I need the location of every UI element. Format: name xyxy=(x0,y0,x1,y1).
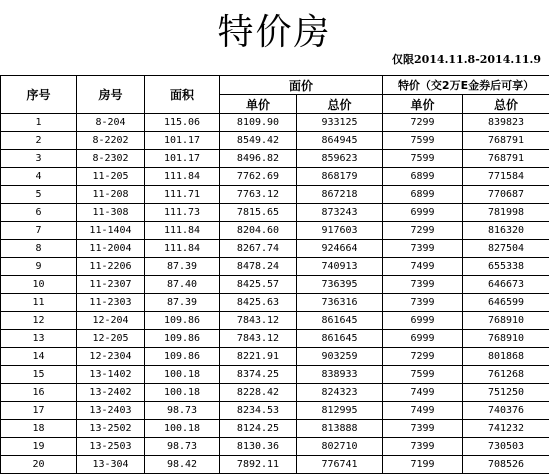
room-cell: 12-204 xyxy=(77,312,145,330)
header-total-price: 总价 xyxy=(297,95,383,114)
total-price-cell: 861645 xyxy=(297,312,383,330)
room-cell: 11-2303 xyxy=(77,294,145,312)
table-row xyxy=(1,366,549,384)
area-cell: 109.86 xyxy=(145,348,220,366)
special-unit-price-cell: 6899 xyxy=(383,186,463,204)
special-total-price-cell: 761268 xyxy=(463,366,549,384)
special-total-price-cell: 768910 xyxy=(463,312,549,330)
special-total-price-cell: 751250 xyxy=(463,384,549,402)
room-cell: 12-2304 xyxy=(77,348,145,366)
room-cell: 11-1404 xyxy=(77,222,145,240)
seq-cell: 13 xyxy=(1,330,77,348)
area-cell: 98.73 xyxy=(145,438,220,456)
unit-price-cell: 7763.12 xyxy=(220,186,297,204)
special-unit-price-cell: 7399 xyxy=(383,420,463,438)
area-cell: 101.17 xyxy=(145,150,220,168)
special-total-price-cell: 770687 xyxy=(463,186,549,204)
seq-cell: 3 xyxy=(1,150,77,168)
room-cell: 11-308 xyxy=(77,204,145,222)
seq-cell: 19 xyxy=(1,438,77,456)
area-cell: 111.84 xyxy=(145,240,220,258)
total-price-cell: 736316 xyxy=(297,294,383,312)
table-row xyxy=(1,114,549,132)
total-price-cell: 812995 xyxy=(297,402,383,420)
special-total-price-cell: 655338 xyxy=(463,258,549,276)
area-cell: 115.06 xyxy=(145,114,220,132)
total-price-cell: 861645 xyxy=(297,330,383,348)
seq-cell: 6 xyxy=(1,204,77,222)
table-row xyxy=(1,168,549,186)
seq-cell: 18 xyxy=(1,420,77,438)
special-unit-price-cell: 6899 xyxy=(383,168,463,186)
special-total-price-cell: 740376 xyxy=(463,402,549,420)
special-total-price-cell: 771584 xyxy=(463,168,549,186)
room-cell: 11-208 xyxy=(77,186,145,204)
header-unit-price: 单价 xyxy=(220,95,297,114)
special-total-price-cell: 781998 xyxy=(463,204,549,222)
room-cell: 11-2004 xyxy=(77,240,145,258)
special-total-price-cell: 816320 xyxy=(463,222,549,240)
seq-cell: 20 xyxy=(1,456,77,474)
table-row xyxy=(1,150,549,168)
unit-price-cell: 8425.63 xyxy=(220,294,297,312)
special-unit-price-cell: 7299 xyxy=(383,348,463,366)
seq-cell: 8 xyxy=(1,240,77,258)
table-row xyxy=(1,222,549,240)
room-cell: 11-2206 xyxy=(77,258,145,276)
page-title: 特价房 xyxy=(217,12,332,53)
unit-price-cell: 8221.91 xyxy=(220,348,297,366)
special-unit-price-cell: 7499 xyxy=(383,384,463,402)
special-unit-price-cell: 6999 xyxy=(383,204,463,222)
area-cell: 109.86 xyxy=(145,330,220,348)
area-cell: 109.86 xyxy=(145,312,220,330)
special-total-price-cell: 708526 xyxy=(463,456,549,474)
total-price-cell: 824323 xyxy=(297,384,383,402)
unit-price-cell: 7815.65 xyxy=(220,204,297,222)
unit-price-cell: 7892.11 xyxy=(220,456,297,474)
table-row xyxy=(1,132,549,150)
table-row xyxy=(1,294,549,312)
area-cell: 111.84 xyxy=(145,222,220,240)
special-total-price-cell: 768791 xyxy=(463,132,549,150)
total-price-cell: 924664 xyxy=(297,240,383,258)
special-unit-price-cell: 7599 xyxy=(383,366,463,384)
total-price-cell: 867218 xyxy=(297,186,383,204)
unit-price-cell: 7843.12 xyxy=(220,330,297,348)
total-price-cell: 903259 xyxy=(297,348,383,366)
seq-cell: 11 xyxy=(1,294,77,312)
special-total-price-cell: 741232 xyxy=(463,420,549,438)
unit-price-cell: 8496.82 xyxy=(220,150,297,168)
room-cell: 11-205 xyxy=(77,168,145,186)
area-cell: 111.84 xyxy=(145,168,220,186)
promotion-period: 仅限2014.11.8-2014.11.9 xyxy=(391,53,541,66)
room-cell: 13-2502 xyxy=(77,420,145,438)
room-cell: 8-204 xyxy=(77,114,145,132)
table-row xyxy=(1,204,549,222)
table-row xyxy=(1,258,549,276)
unit-price-cell: 7762.69 xyxy=(220,168,297,186)
header-room: 房号 xyxy=(77,76,145,114)
special-total-price-cell: 646673 xyxy=(463,276,549,294)
unit-price-cell: 8234.53 xyxy=(220,402,297,420)
area-cell: 111.73 xyxy=(145,204,220,222)
room-cell: 11-2307 xyxy=(77,276,145,294)
special-total-price-cell: 646599 xyxy=(463,294,549,312)
room-cell: 13-2403 xyxy=(77,402,145,420)
room-cell: 12-205 xyxy=(77,330,145,348)
special-total-price-cell: 730503 xyxy=(463,438,549,456)
total-price-cell: 838933 xyxy=(297,366,383,384)
table-body xyxy=(1,114,549,474)
header-special-price: 特价（交2万E金券后可享） xyxy=(383,76,549,95)
special-unit-price-cell: 7599 xyxy=(383,150,463,168)
special-unit-price-cell: 7399 xyxy=(383,240,463,258)
special-total-price-cell: 768910 xyxy=(463,330,549,348)
seq-cell: 14 xyxy=(1,348,77,366)
special-unit-price-cell: 6999 xyxy=(383,330,463,348)
table-row xyxy=(1,402,549,420)
seq-cell: 7 xyxy=(1,222,77,240)
unit-price-cell: 8267.74 xyxy=(220,240,297,258)
special-total-price-cell: 801868 xyxy=(463,348,549,366)
special-unit-price-cell: 7399 xyxy=(383,438,463,456)
unit-price-cell: 8204.60 xyxy=(220,222,297,240)
area-cell: 100.18 xyxy=(145,420,220,438)
total-price-cell: 776741 xyxy=(297,456,383,474)
special-unit-price-cell: 7499 xyxy=(383,402,463,420)
table-row xyxy=(1,420,549,438)
unit-price-cell: 7843.12 xyxy=(220,312,297,330)
unit-price-cell: 8109.90 xyxy=(220,114,297,132)
seq-cell: 17 xyxy=(1,402,77,420)
special-unit-price-cell: 6999 xyxy=(383,312,463,330)
special-price-table xyxy=(0,75,549,474)
area-cell: 111.71 xyxy=(145,186,220,204)
table-row xyxy=(1,438,549,456)
area-cell: 98.73 xyxy=(145,402,220,420)
seq-cell: 4 xyxy=(1,168,77,186)
table-row xyxy=(1,348,549,366)
area-cell: 87.39 xyxy=(145,258,220,276)
special-unit-price-cell: 7399 xyxy=(383,276,463,294)
room-cell: 13-2503 xyxy=(77,438,145,456)
seq-cell: 12 xyxy=(1,312,77,330)
unit-price-cell: 8549.42 xyxy=(220,132,297,150)
area-cell: 100.18 xyxy=(145,366,220,384)
total-price-cell: 864945 xyxy=(297,132,383,150)
special-total-price-cell: 827504 xyxy=(463,240,549,258)
seq-cell: 15 xyxy=(1,366,77,384)
table-row xyxy=(1,330,549,348)
area-cell: 87.40 xyxy=(145,276,220,294)
table-row xyxy=(1,186,549,204)
room-cell: 13-304 xyxy=(77,456,145,474)
special-unit-price-cell: 7499 xyxy=(383,258,463,276)
unit-price-cell: 8228.42 xyxy=(220,384,297,402)
special-unit-price-cell: 7299 xyxy=(383,222,463,240)
unit-price-cell: 8425.57 xyxy=(220,276,297,294)
header-seq: 序号 xyxy=(1,76,77,114)
header-face-price: 面价 xyxy=(220,76,383,95)
special-unit-price-cell: 7399 xyxy=(383,294,463,312)
header-special-unit-price: 单价 xyxy=(383,95,463,114)
room-cell: 13-2402 xyxy=(77,384,145,402)
area-cell: 87.39 xyxy=(145,294,220,312)
table-row xyxy=(1,384,549,402)
seq-cell: 5 xyxy=(1,186,77,204)
total-price-cell: 873243 xyxy=(297,204,383,222)
seq-cell: 2 xyxy=(1,132,77,150)
table-row xyxy=(1,312,549,330)
total-price-cell: 740913 xyxy=(297,258,383,276)
special-total-price-cell: 768791 xyxy=(463,150,549,168)
total-price-cell: 802710 xyxy=(297,438,383,456)
area-cell: 100.18 xyxy=(145,384,220,402)
unit-price-cell: 8374.25 xyxy=(220,366,297,384)
total-price-cell: 917603 xyxy=(297,222,383,240)
special-total-price-cell: 839823 xyxy=(463,114,549,132)
area-cell: 98.42 xyxy=(145,456,220,474)
unit-price-cell: 8130.36 xyxy=(220,438,297,456)
table-row xyxy=(1,276,549,294)
seq-cell: 1 xyxy=(1,114,77,132)
room-cell: 8-2302 xyxy=(77,150,145,168)
table-row xyxy=(1,240,549,258)
header-area: 面积 xyxy=(145,76,220,114)
seq-cell: 16 xyxy=(1,384,77,402)
seq-cell: 10 xyxy=(1,276,77,294)
room-cell: 8-2202 xyxy=(77,132,145,150)
table-row xyxy=(1,456,549,474)
total-price-cell: 813888 xyxy=(297,420,383,438)
seq-cell: 9 xyxy=(1,258,77,276)
room-cell: 13-1402 xyxy=(77,366,145,384)
total-price-cell: 933125 xyxy=(297,114,383,132)
special-unit-price-cell: 7599 xyxy=(383,132,463,150)
total-price-cell: 859623 xyxy=(297,150,383,168)
header-special-total-price: 总价 xyxy=(463,95,549,114)
total-price-cell: 868179 xyxy=(297,168,383,186)
area-cell: 101.17 xyxy=(145,132,220,150)
special-unit-price-cell: 7299 xyxy=(383,114,463,132)
total-price-cell: 736395 xyxy=(297,276,383,294)
special-unit-price-cell: 7199 xyxy=(383,456,463,474)
unit-price-cell: 8478.24 xyxy=(220,258,297,276)
unit-price-cell: 8124.25 xyxy=(220,420,297,438)
